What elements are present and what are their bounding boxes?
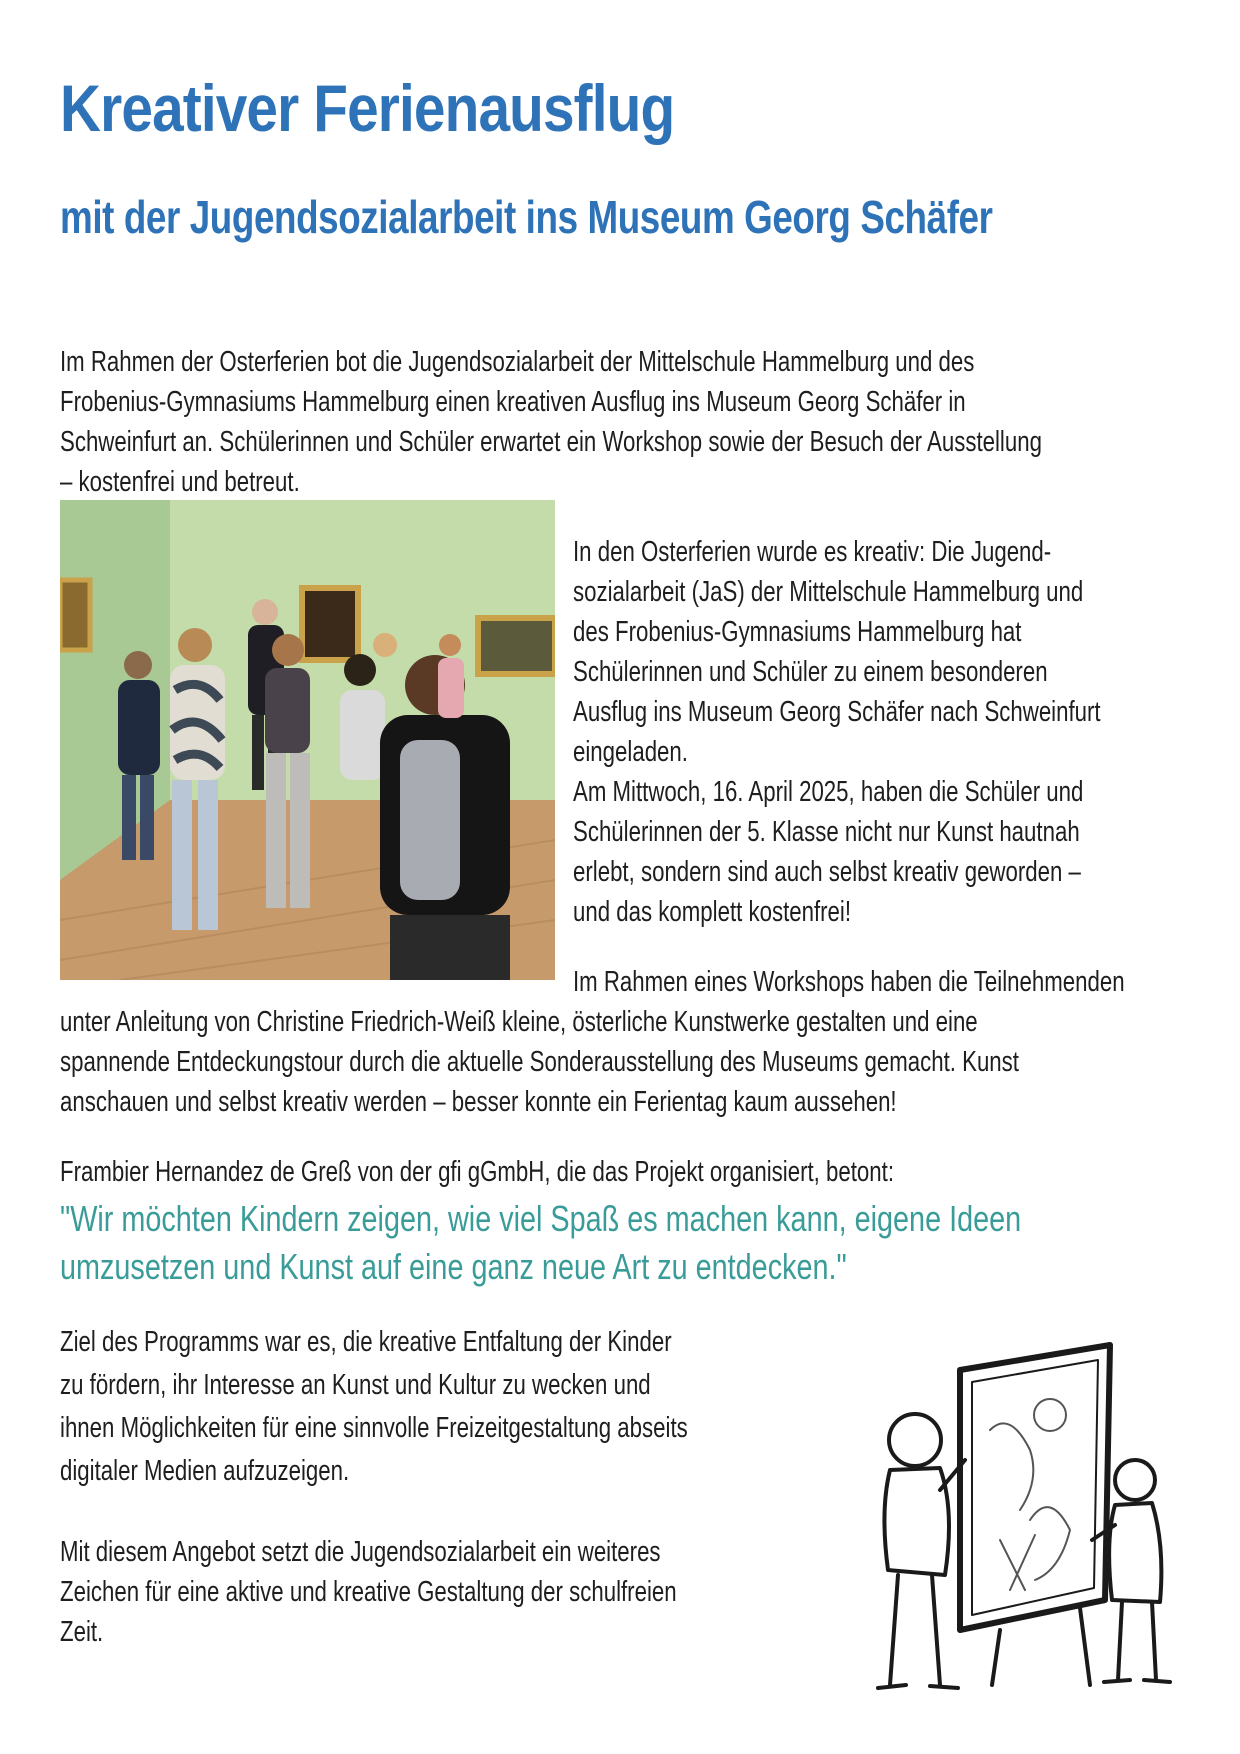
side-line: Schülerinnen der 5. Klasse nicht nur Kunst hautnah — [573, 816, 1080, 848]
page-subtitle: mit der Jugendsozialarbeit ins Museum Georg Schäfer — [60, 191, 993, 243]
quote-line: umzusetzen und Kunst auf eine ganz neue Art zu entdecken." — [60, 1246, 847, 1287]
intro-line: – kostenfrei und betreut. — [60, 466, 300, 498]
intro-line: Frobenius-Gymnasiums Hammelburg einen kreativen Ausflug ins Museum Georg Schäfer in — [60, 386, 966, 418]
side-line: Am Mittwoch, 16. April 2025, haben die Schüler und — [573, 776, 1084, 808]
closing-line: Zeit. — [60, 1616, 104, 1648]
workshop-line: spannende Entdeckungstour durch die aktuelle Sonderausstellung des Museums gemacht. Kunst — [60, 1046, 1019, 1078]
closing-line: Mit diesem Angebot setzt die Jugendsozialarbeit ein weiteres — [60, 1536, 661, 1568]
intro-line: Schweinfurt an. Schülerinnen und Schüler erwartet ein Workshop sowie der Besuch der Ausstellung — [60, 426, 1042, 458]
quote-line: "Wir möchten Kindern zeigen, wie viel Spaß es machen kann, eigene Ideen — [60, 1198, 1022, 1239]
page-title: Kreativer Ferienausflug — [60, 71, 675, 145]
side-line: des Frobenius-Gymnasiums Hammelburg hat — [573, 616, 1022, 648]
workshop-line: anschauen und selbst kreativ werden – besser konnte ein Ferientag kaum aussehen! — [60, 1086, 897, 1118]
goal-line: ihnen Möglichkeiten für eine sinnvolle Freizeitgestaltung abseits — [60, 1412, 688, 1444]
goal-line: digitaler Medien aufzuzeigen. — [60, 1455, 350, 1487]
side-line: Schülerinnen und Schüler zu einem besonderen — [573, 656, 1048, 688]
goal-line: Ziel des Programms war es, die kreative Entfaltung der Kinder — [60, 1326, 672, 1358]
side-line: erlebt, sondern sind auch selbst kreativ geworden – — [573, 856, 1081, 888]
side-line: sozialarbeit (JaS) der Mittelschule Hammelburg und — [573, 576, 1084, 608]
closing-line: Zeichen für eine aktive und kreative Gestaltung der schulfreien — [60, 1576, 677, 1608]
intro-line: Im Rahmen der Osterferien bot die Jugendsozialarbeit der Mittelschule Hammelburg und des — [60, 346, 975, 378]
goal-line: zu fördern, ihr Interesse an Kunst und Kultur zu wecken und — [60, 1369, 651, 1401]
sketch-illustration — [860, 1340, 1180, 1710]
side-line: und das komplett kostenfrei! — [573, 896, 852, 928]
museum-photo — [60, 500, 555, 980]
side-line: eingeladen. — [573, 736, 688, 768]
quote-intro: Frambier Hernandez de Greß von der gfi gGmbH, die das Projekt organisiert, betont: — [60, 1156, 895, 1188]
side-line: Ausflug ins Museum Georg Schäfer nach Schweinfurt — [573, 696, 1101, 728]
workshop-line: Im Rahmen eines Workshops haben die Teilnehmenden — [573, 966, 1125, 998]
side-line: In den Osterferien wurde es kreativ: Die Jugend- — [573, 536, 1052, 568]
workshop-line: unter Anleitung von Christine Friedrich-Weiß kleine, österliche Kunstwerke gestalten und eine — [60, 1006, 978, 1038]
